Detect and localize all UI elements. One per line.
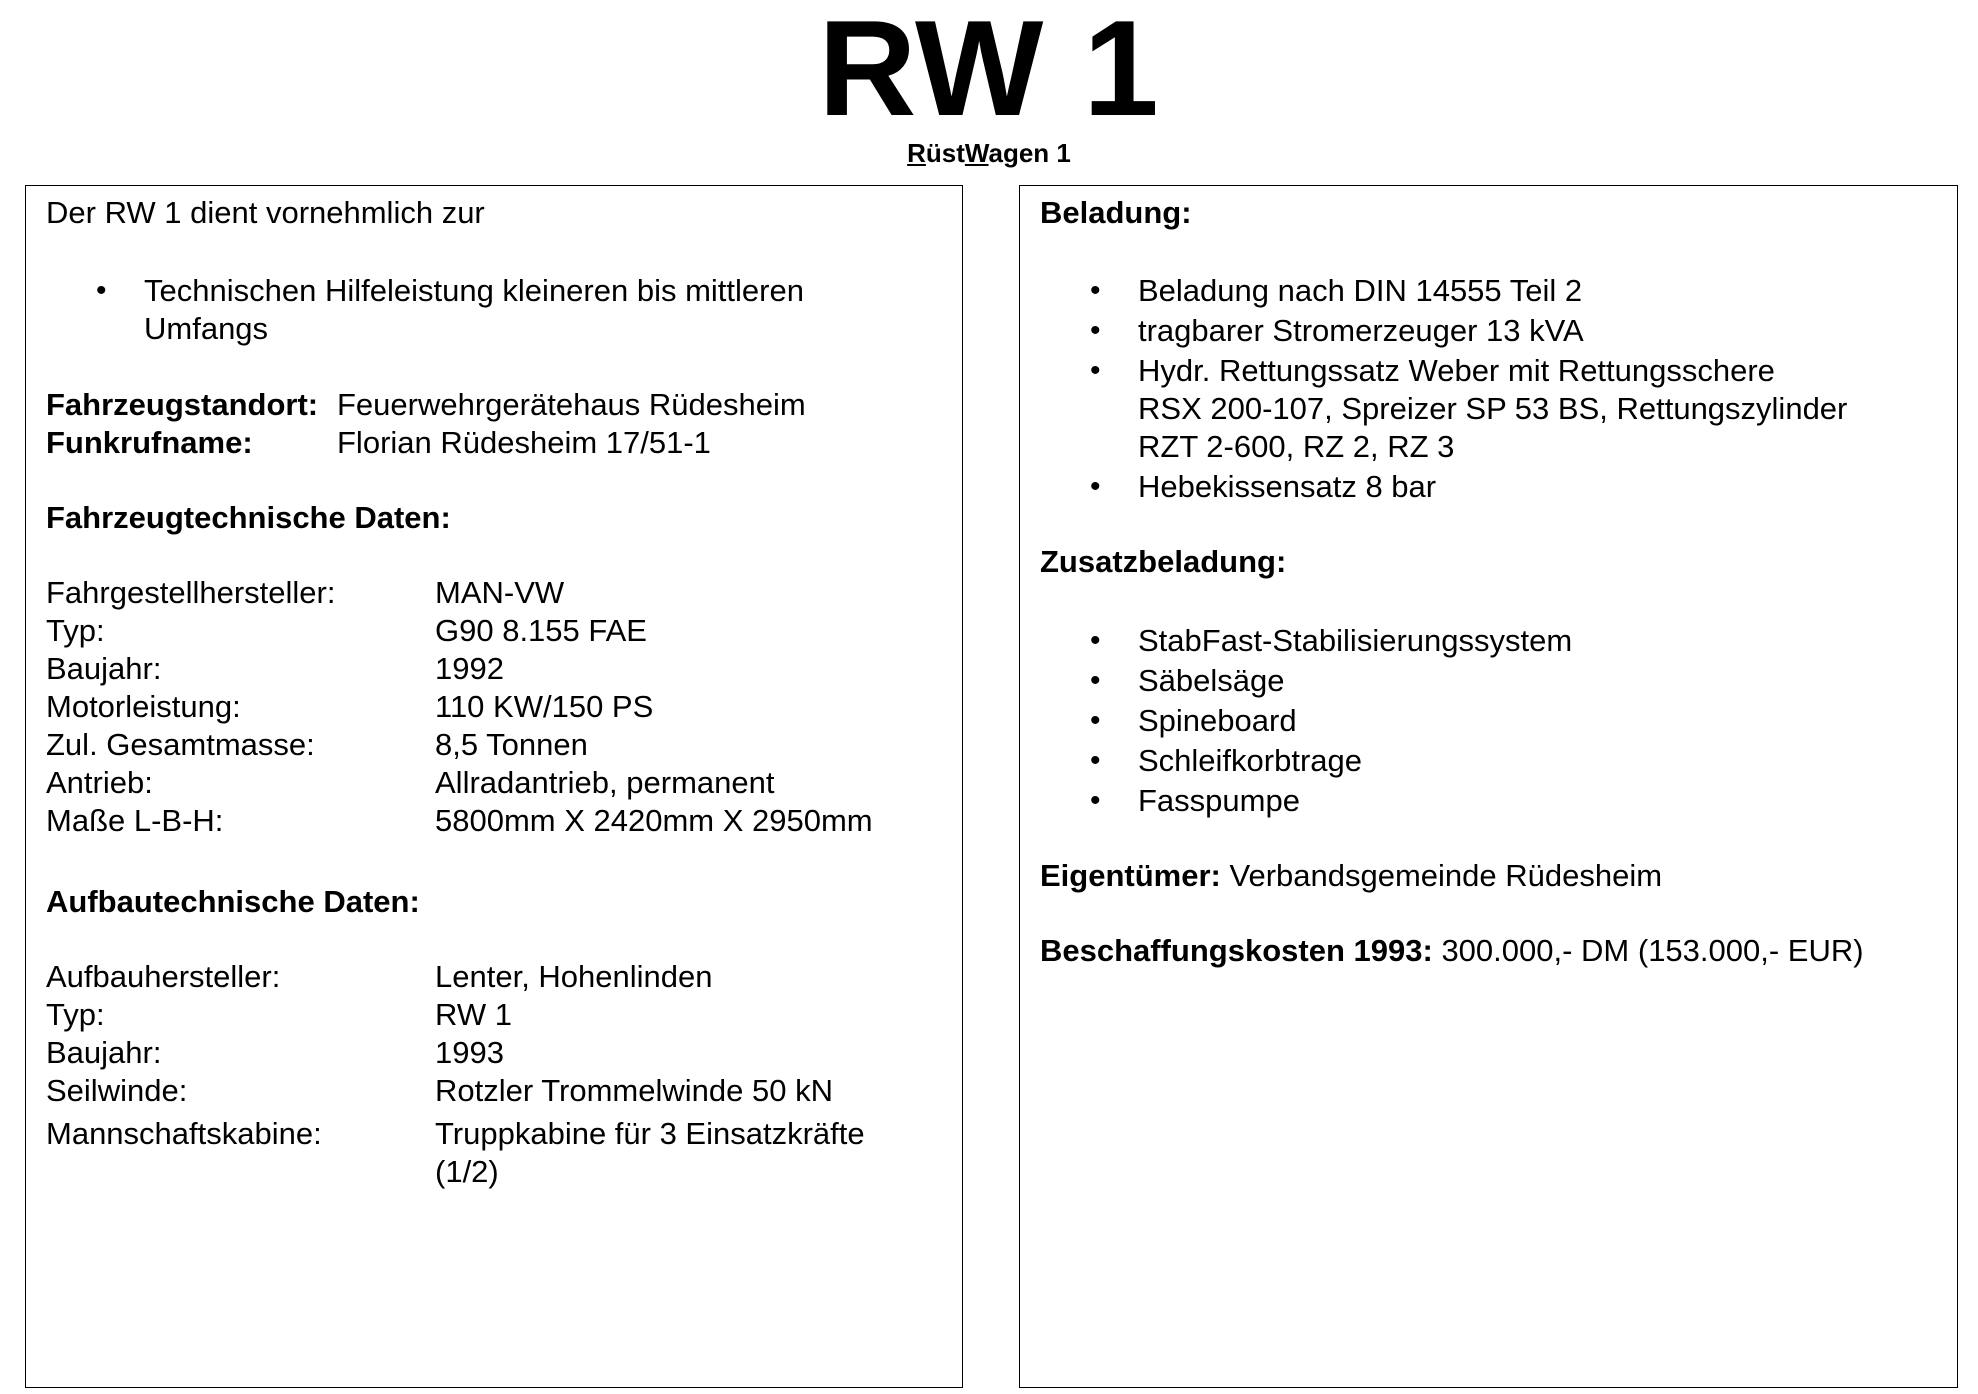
cost-line xyxy=(1040,932,1864,970)
location-value: Feuerwehrgerätehaus Rüdesheim xyxy=(337,387,806,422)
body-data-value: Lenter, Hohenlinden xyxy=(435,959,713,994)
vehicle-data-value: MAN-VW xyxy=(435,575,565,610)
load-item: • Hebekissensatz 8 bar xyxy=(1138,468,1436,506)
subtitle-initial-w: W xyxy=(964,138,989,168)
body-data-label: Aufbauhersteller: xyxy=(46,959,281,994)
vehicle-data-value: 1992 xyxy=(435,651,504,686)
vehicle-data-label: Typ: xyxy=(46,613,105,648)
callsign-value: Florian Rüdesheim 17/51-1 xyxy=(337,425,711,460)
vehicle-data-label: Zul. Gesamtmasse: xyxy=(46,727,315,762)
crew-cabin-label: Mannschaftskabine: xyxy=(46,1116,322,1151)
load-item-line: • Hydr. Rettungssatz Weber mit Rettungsschere xyxy=(1138,353,1775,388)
purpose-line: • Technischen Hilfeleistung kleineren bis mittleren xyxy=(144,273,804,308)
vehicle-data-label: Antrieb: xyxy=(46,765,153,800)
load-item: • Beladung nach DIN 14555 Teil 2 xyxy=(1138,272,1582,310)
crew-cabin-value-cont: (1/2) xyxy=(435,1154,499,1189)
extra-load-item: • StabFast-Stabilisierungssystem xyxy=(1138,622,1572,660)
owner-line xyxy=(1040,857,1662,895)
extra-load-item: • Säbelsäge xyxy=(1138,662,1285,700)
extra-load-item: • Schleifkorbtrage xyxy=(1138,742,1362,780)
vehicle-data-heading: Fahrzeugtechnische Daten: xyxy=(46,500,451,535)
body-data-value: 1993 xyxy=(435,1035,504,1070)
vehicle-data-value: 110 KW/150 PS xyxy=(435,689,654,724)
body-data-label: Typ: xyxy=(46,997,105,1032)
body-data-value: RW 1 xyxy=(435,997,512,1032)
vehicle-data-label: Baujahr: xyxy=(46,651,162,686)
vehicle-data-value: 8,5 Tonnen xyxy=(435,727,588,762)
body-data-label: Baujahr: xyxy=(46,1035,162,1070)
subtitle-part: üst xyxy=(925,138,965,168)
vehicle-data-value: Allradantrieb, permanent xyxy=(435,765,775,800)
vehicle-data-value: 5800mm X 2420mm X 2950mm xyxy=(435,803,873,838)
vehicle-data-label: Maße L-B-H: xyxy=(46,803,224,838)
vehicle-data-label: Fahrgestellhersteller: xyxy=(46,575,336,610)
owner-label: Eigentümer: xyxy=(1040,858,1221,893)
purpose-line: Umfangs xyxy=(144,311,269,346)
page-subtitle xyxy=(0,138,1978,168)
load-heading: Beladung: xyxy=(1040,195,1192,230)
page-title: RW 1 xyxy=(818,0,1160,144)
vehicle-data-box xyxy=(25,185,963,1388)
crew-cabin-value: Truppkabine für 3 Einsatzkräfte xyxy=(435,1116,865,1151)
subtitle-part: agen 1 xyxy=(988,138,1071,168)
callsign-label: Funkrufname: xyxy=(46,425,253,460)
cost-label: Beschaffungskosten 1993: xyxy=(1040,933,1433,968)
owner-value: Verbandsgemeinde Rüdesheim xyxy=(1229,858,1663,893)
load-item-line: RSX 200-107, Spreizer SP 53 BS, Rettungszylinder xyxy=(1138,391,1848,426)
load-item xyxy=(1138,352,1847,466)
extra-load-item: • Spineboard xyxy=(1138,702,1297,740)
vehicle-data-label: Motorleistung: xyxy=(46,689,241,724)
extra-load-item: • Fasspumpe xyxy=(1138,782,1300,820)
location-label: Fahrzeugstandort: xyxy=(46,387,319,422)
body-data-value: Rotzler Trommelwinde 50 kN xyxy=(435,1073,833,1108)
cost-value: 300.000,- DM (153.000,- EUR) xyxy=(1441,933,1864,968)
subtitle-initial-r: R xyxy=(907,138,926,168)
purpose-bullet xyxy=(144,272,804,348)
body-data-label: Seilwinde: xyxy=(46,1073,188,1108)
intro-text: Der RW 1 dient vornehmlich zur xyxy=(46,195,485,230)
vehicle-data-value: G90 8.155 FAE xyxy=(435,613,647,648)
extra-load-heading: Zusatzbeladung: xyxy=(1040,544,1287,579)
body-data-heading: Aufbautechnische Daten: xyxy=(46,884,420,919)
load-item-line: RZT 2-600, RZ 2, RZ 3 xyxy=(1138,429,1455,464)
equipment-box xyxy=(1019,185,1958,1388)
load-item: • tragbarer Stromerzeuger 13 kVA xyxy=(1138,312,1584,350)
